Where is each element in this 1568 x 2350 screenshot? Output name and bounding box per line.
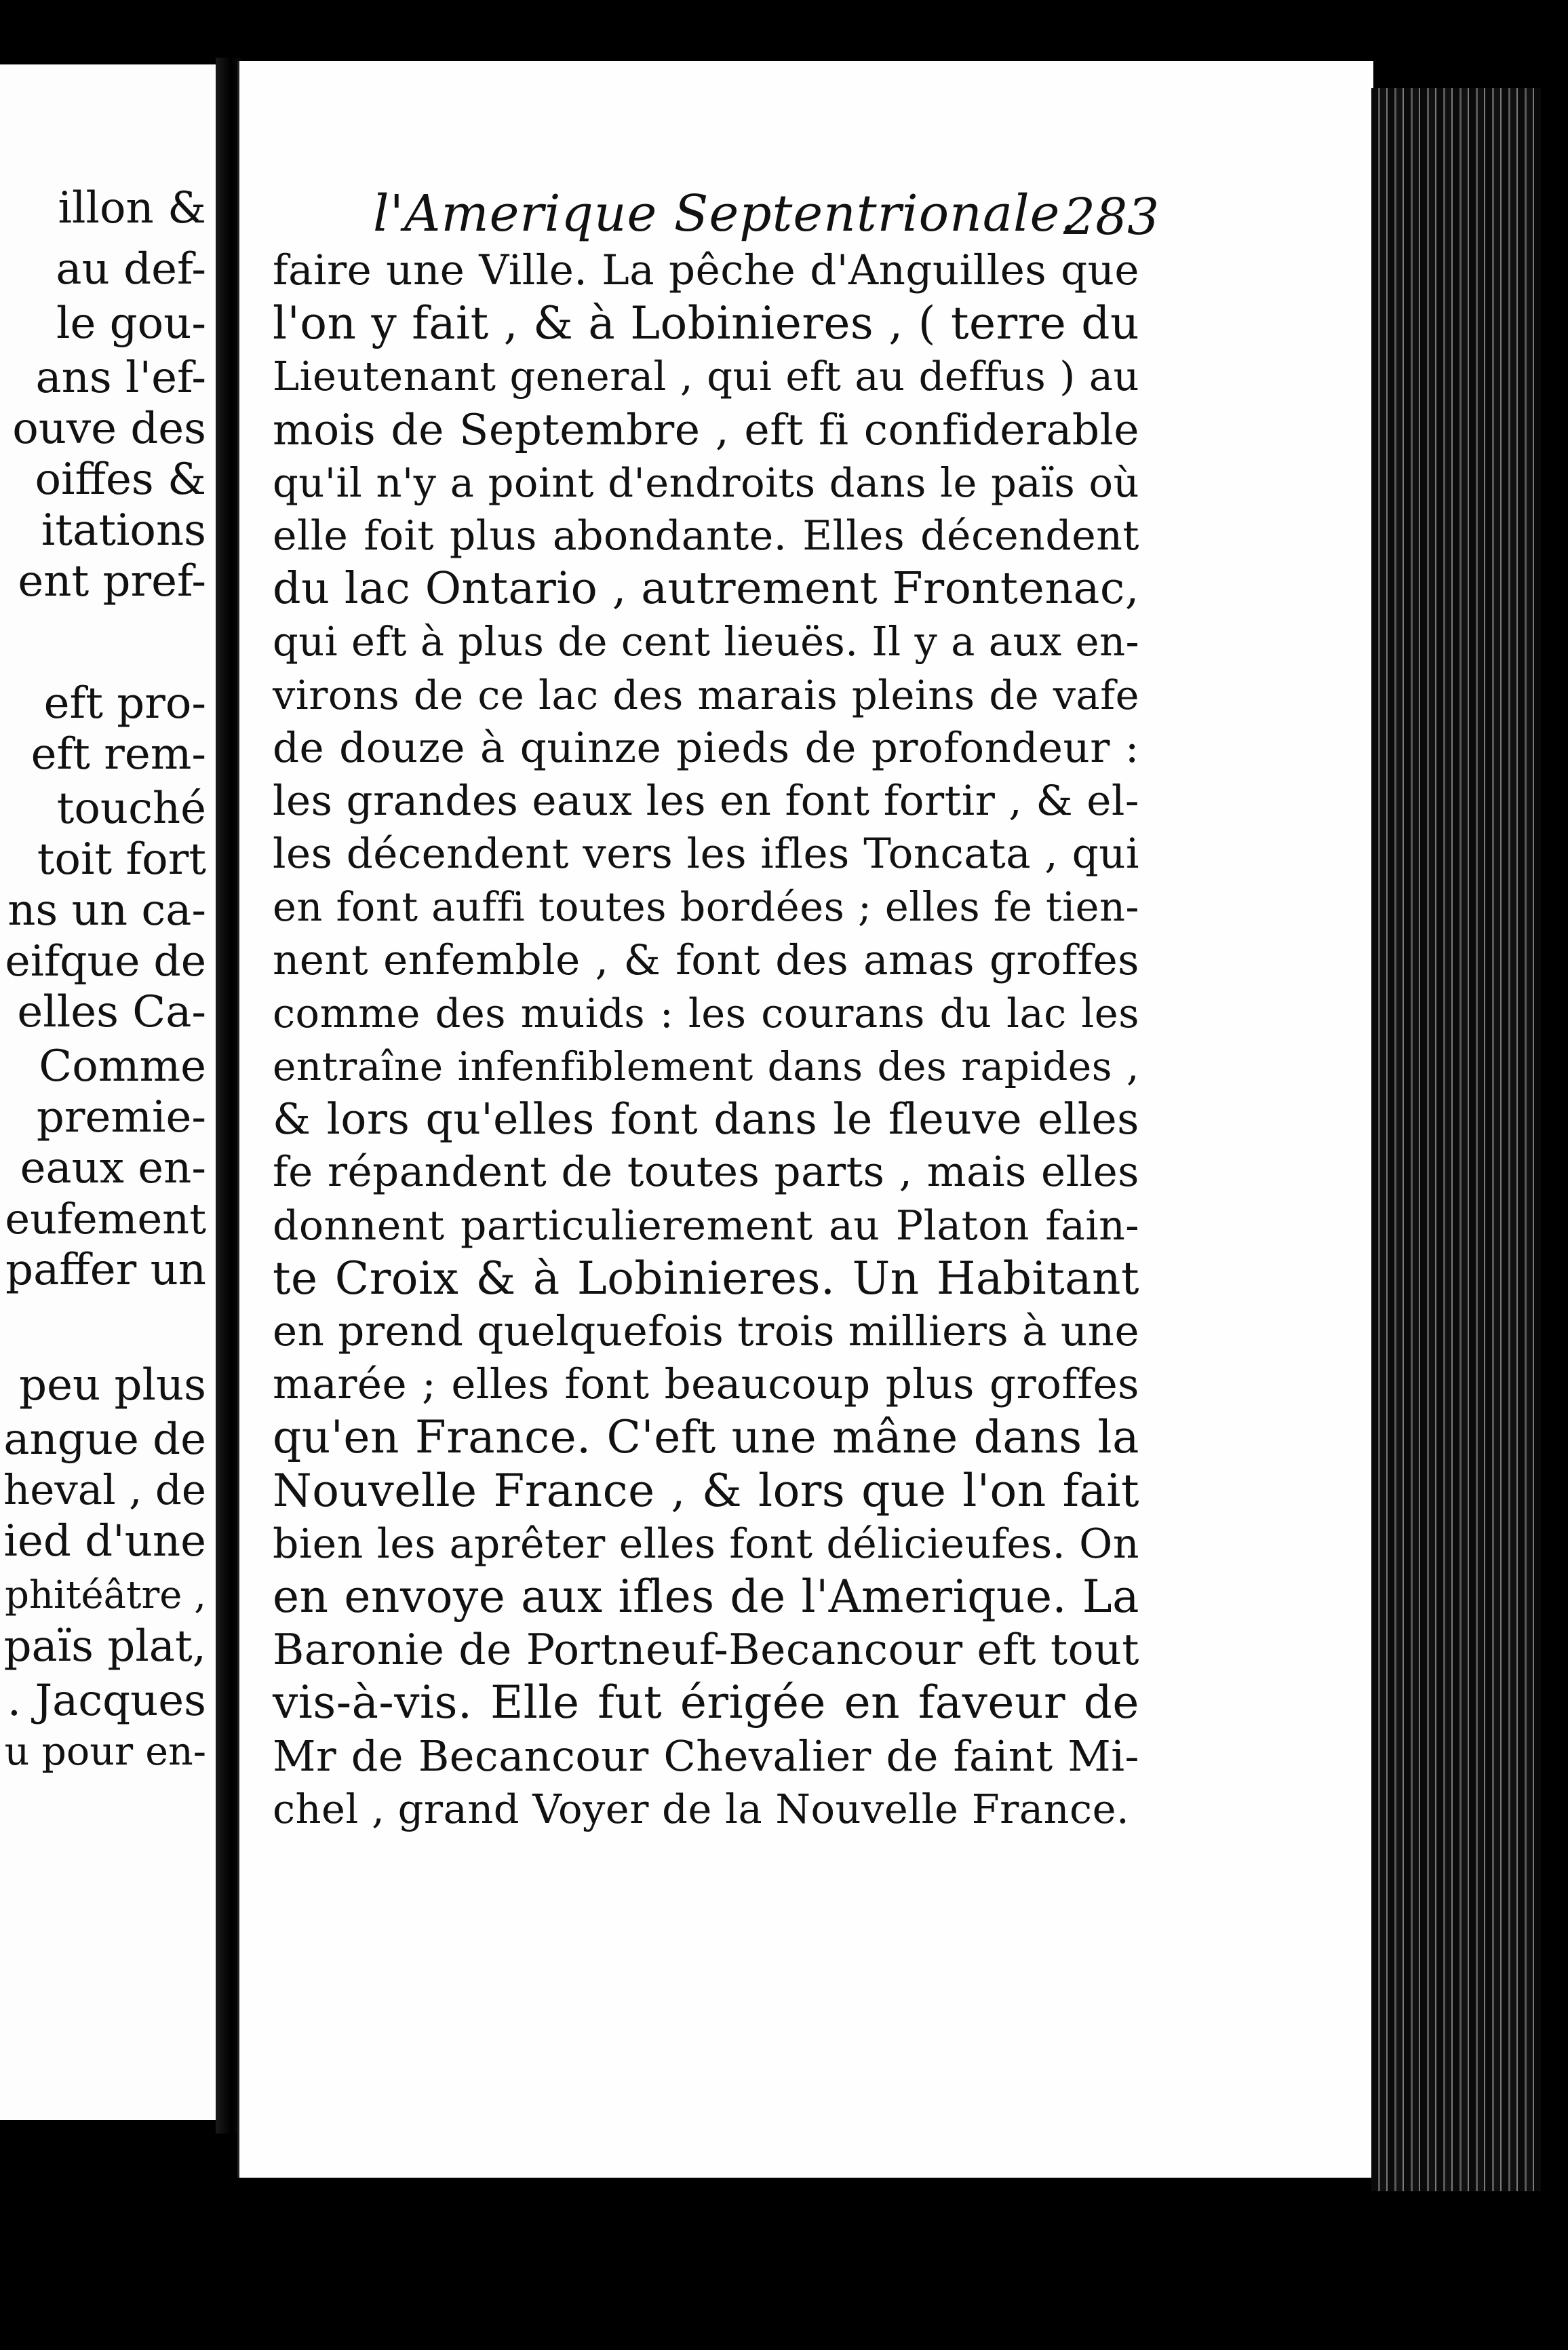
left-page-line: touché	[56, 784, 206, 834]
body-line: faire une Ville. La pêche d'Anguilles que	[273, 246, 1139, 294]
body-line: qui eft à plus de cent lieuës. Il y a aux en-	[273, 618, 1139, 665]
body-line: les décendent vers les ifles Toncata , qui	[273, 830, 1139, 878]
body-line: Baronie de Portneuf-Becancour eft tout	[273, 1625, 1139, 1674]
left-page-line: oiffes &	[35, 455, 206, 505]
body-line: entraîne infenfiblement dans des rapides ,	[273, 1043, 1139, 1090]
body-line: & lors qu'elles font dans le fleuve elles	[273, 1094, 1139, 1144]
left-page-line: ent pref-	[18, 556, 206, 606]
left-page-line: eaux en-	[20, 1143, 206, 1193]
page-edge-stack	[1371, 88, 1541, 2191]
left-page-line: eft rem-	[31, 729, 206, 779]
left-page-line: peu plus	[19, 1360, 206, 1410]
body-line: chel , grand Voyer de la Nouvelle France.	[273, 1786, 1130, 1832]
left-page-line: angue de	[3, 1414, 206, 1465]
left-page-line: paffer un	[5, 1245, 206, 1295]
body-line: bien les aprêter elles font délicieufes. On	[273, 1520, 1139, 1568]
body-line: vis-à-vis. Elle fut érigée en faveur de	[273, 1676, 1139, 1729]
body-line: fe répandent de toutes parts , mais elles	[273, 1148, 1139, 1196]
body-line: nent enfemble , & font des amas groffes	[273, 936, 1139, 984]
left-page-line: premie-	[36, 1092, 206, 1142]
left-page-line: eufement	[5, 1194, 206, 1244]
body-line: en envoye aux ifles de l'Amerique. La	[273, 1571, 1139, 1623]
left-page-line: illon &	[58, 183, 206, 233]
running-head: l'Amerique Septentrionale.	[373, 185, 1077, 243]
body-line: l'on y fait , & à Lobinieres , ( terre du	[273, 297, 1139, 349]
left-page-line: itations	[41, 505, 206, 556]
left-page-line: toit fort	[37, 834, 206, 885]
body-line: en font auffi toutes bordées ; elles fe tien-	[273, 883, 1139, 930]
left-page-line: au def-	[56, 244, 206, 294]
page-number: 283	[1063, 188, 1160, 246]
body-line: virons de ce lac des marais pleins de vafe	[273, 672, 1139, 718]
left-page-line: u pour en-	[4, 1729, 206, 1774]
left-page-line: heval , de	[3, 1466, 206, 1514]
body-line: Lieutenant general , qui eft au deffus ) au	[273, 353, 1139, 400]
left-page-line: eft pro-	[43, 678, 206, 729]
left-page-line: ouve des	[12, 404, 206, 454]
body-line: qu'en France. C'eft une mâne dans la	[273, 1411, 1139, 1463]
left-page-line: phitéâtre ,	[5, 1573, 206, 1617]
body-line: les grandes eaux les en font fortir , & el-	[273, 777, 1139, 825]
left-facing-page	[0, 64, 216, 2120]
left-page-line: elles Ca-	[17, 987, 206, 1037]
body-line: mois de Septembre , eft fi confiderable	[273, 405, 1139, 455]
left-page-line: ans l'ef-	[35, 353, 206, 403]
left-page-line: . Jacques	[7, 1676, 206, 1726]
left-page-line: le gou-	[56, 298, 206, 349]
body-line: du lac Ontario , autrement Frontenac,	[273, 563, 1139, 614]
left-page-line: eifque de	[5, 936, 206, 986]
body-line: en prend quelquefois trois milliers à une	[273, 1307, 1140, 1355]
body-line: donnent particulierement au Platon fain-	[273, 1202, 1139, 1250]
body-line: Nouvelle France , & lors que l'on fait	[273, 1465, 1139, 1517]
body-line: elle foit plus abondante. Elles décendent	[273, 512, 1139, 560]
body-line: de douze à quinze pieds de profondeur :	[273, 724, 1139, 772]
body-line: comme des muids : les courans du lac les	[273, 990, 1139, 1037]
body-line: marée ; elles font beaucoup plus groffes	[273, 1360, 1139, 1408]
left-page-line: ns un ca-	[7, 885, 206, 936]
body-line: te Croix & à Lobinieres. Un Habitant	[273, 1252, 1139, 1305]
left-page-line: Comme	[39, 1041, 206, 1092]
body-line: Mr de Becancour Chevalier de faint Mi-	[273, 1731, 1139, 1781]
left-page-line: païs plat,	[3, 1621, 206, 1672]
left-page-line: ied d'une	[3, 1516, 206, 1566]
body-line: qu'il n'y a point d'endroits dans le païs où	[273, 459, 1139, 506]
